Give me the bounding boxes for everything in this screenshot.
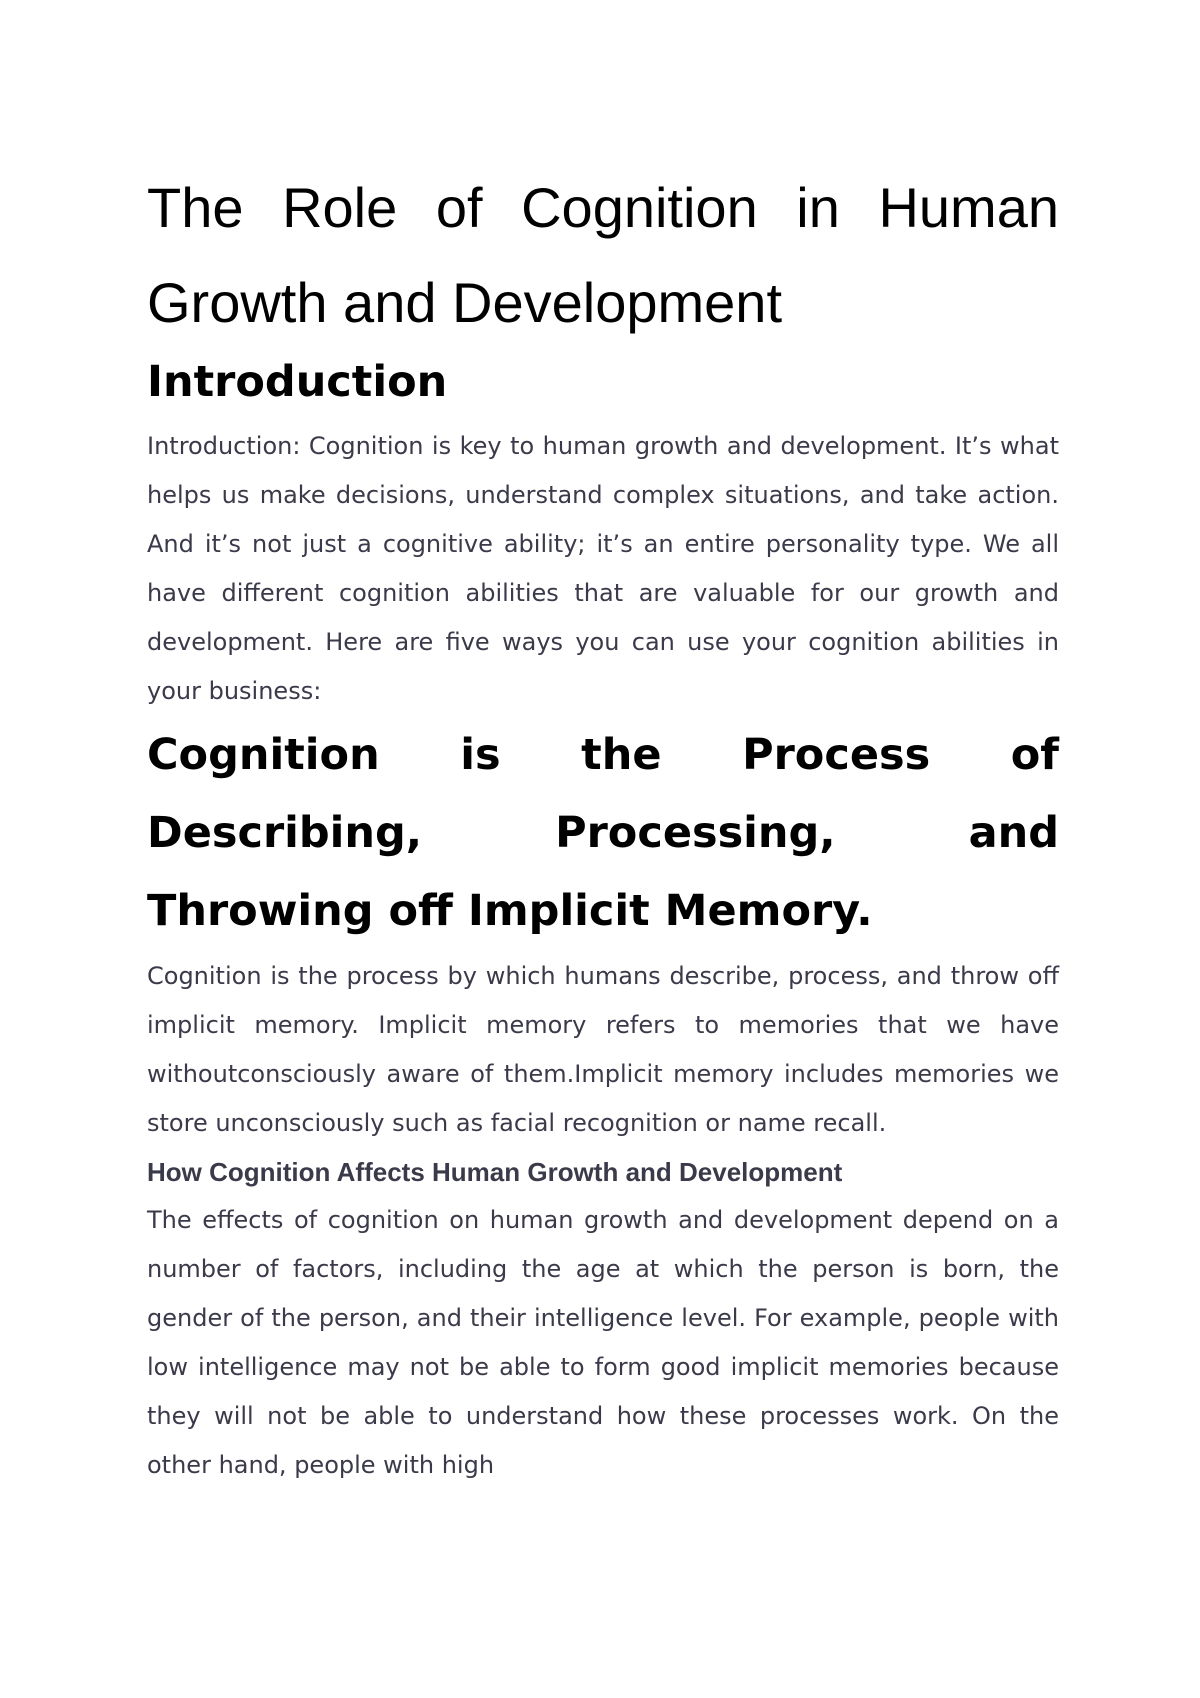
- section-body-cognition-process: Cognition is the process by which humans describe, process, and throw off implicit memory. Implicit memory refers to memories that we have withoutconsciously aware of them.Implicit memory includes memories we store unconsciously such as facial recognition or name recall.: [147, 962, 1059, 1137]
- section-heading-introduction: Introduction: [147, 357, 448, 407]
- document-title: The Role of Cognition in Human Growth and Development: [147, 176, 1059, 334]
- document-content: [147, 160, 1059, 1490]
- section-heading-cognition-effects: How Cognition Affects Human Growth and Development: [147, 1157, 843, 1187]
- section-body-cognition-effects: The effects of cognition on human growth and development depend on a number of factors, including the age at which the person is born, the gender of the person, and their intelligence level. For example, people with low intelligence may not be able to form good implicit memories because they will not be able to understand how these processes work. On the other hand, people with high: [147, 1206, 1059, 1479]
- section-body-introduction: Introduction: Cognition is key to human growth and development. It’s what helps us make decisions, understand complex situations, and take action. And it’s not just a cognitive ability; it’s an entire personality type. We all have different cognition abilities that are valuable for our growth and development. Here are five ways you can use your cognition abilities in your business:: [147, 432, 1059, 705]
- section-heading-cognition-process: Cognition is the Process of Describing, Processing, and Throwing off Implicit Memory.: [147, 730, 1059, 936]
